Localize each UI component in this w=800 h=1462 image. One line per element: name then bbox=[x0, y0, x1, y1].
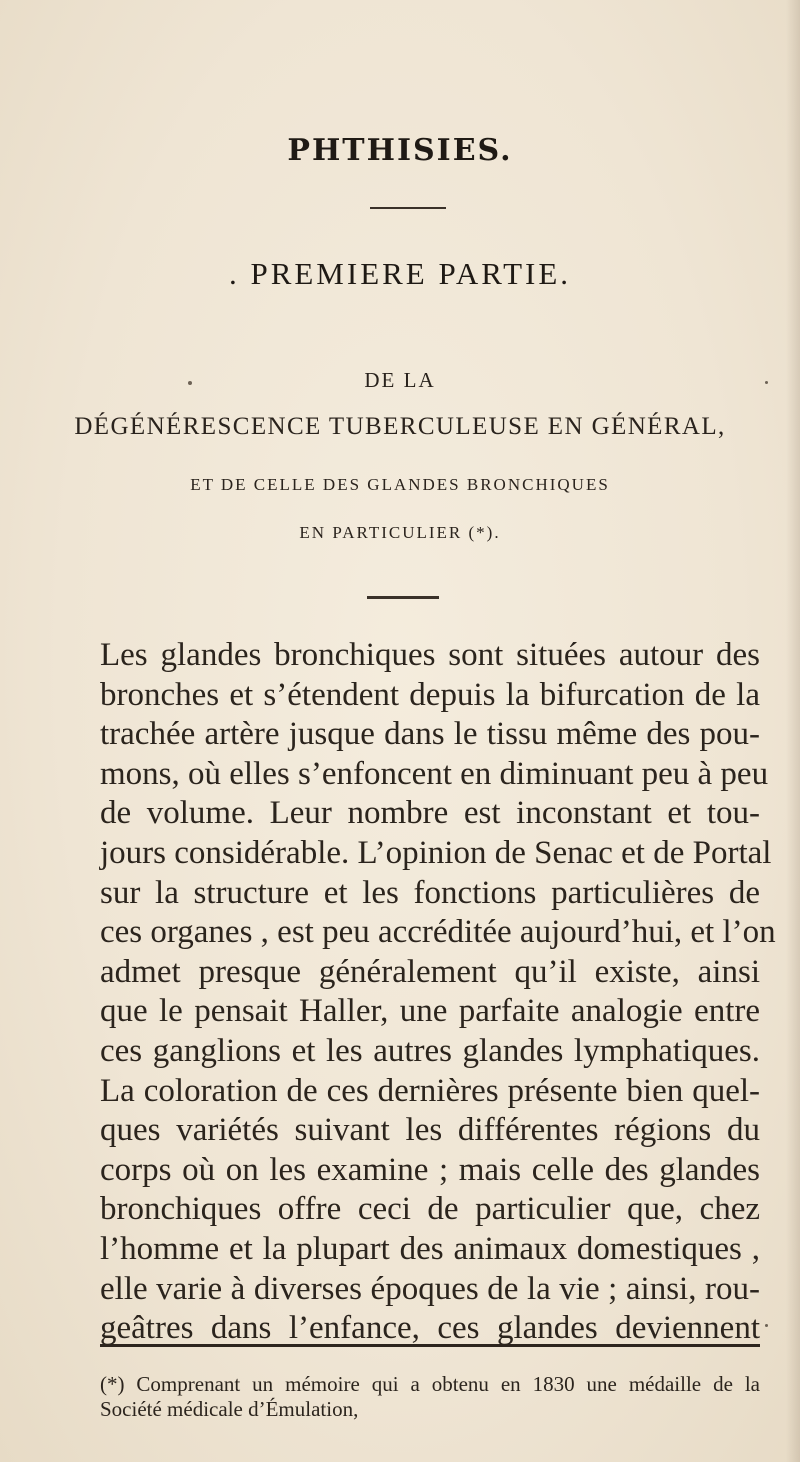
body-line: de volume. Leur nombre est inconstant et tou- bbox=[100, 795, 760, 832]
body-line: l’homme et la plupart des animaux domestiques , bbox=[100, 1230, 760, 1267]
body-line: trachée artère jusque dans le tissu même des pou- bbox=[100, 716, 760, 753]
body-line: sur la structure et les fonctions particulières de bbox=[100, 874, 760, 911]
part-title: . PREMIERE PARTIE. bbox=[228, 256, 572, 291]
ornamental-rule-top bbox=[370, 207, 446, 209]
body-line: bronches et s’étendent depuis la bifurcation de la bbox=[100, 676, 760, 713]
body-line: ces organes , est peu accréditée aujourd’hui, et l’on bbox=[100, 914, 776, 951]
chapter-subtitle-line-2: EN PARTICULIER (*). bbox=[299, 523, 501, 542]
body-paragraph bbox=[100, 636, 776, 1349]
body-line: que le pensait Haller, une parfaite analogie entre bbox=[100, 993, 760, 1030]
body-line: ces ganglions et les autres glandes lymphatiques. bbox=[100, 1032, 760, 1069]
body-line: jours considérable. L’opinion de Senac et de Portal bbox=[100, 834, 772, 871]
footnote-separator bbox=[100, 1344, 760, 1347]
paper-speck bbox=[765, 381, 768, 384]
body-line: corps où on les examine ; mais celle des glandes bbox=[100, 1151, 760, 1188]
body-line: admet presque généralement qu’il existe, ainsi bbox=[100, 953, 760, 990]
body-line: ques variétés suivant les différentes régions du bbox=[100, 1112, 760, 1149]
chapter-title: DÉGÉNÉRESCENCE TUBERCULEUSE EN GÉNÉRAL, bbox=[74, 413, 726, 440]
running-head: PHTHISIES. bbox=[287, 133, 513, 168]
body-line: bronchiques offre ceci de particulier que, chez bbox=[100, 1191, 760, 1228]
footnote bbox=[100, 1372, 760, 1422]
footnote-line-2: Société médicale d’Émulation, bbox=[100, 1397, 359, 1421]
heading-de-la: DE LA bbox=[364, 368, 436, 392]
body-line: elle varie à diverses époques de la vie ; ainsi, rou- bbox=[100, 1270, 760, 1307]
footnote-line-1: (*) Comprenant un mémoire qui a obtenu en 1830 une médaille de la bbox=[100, 1372, 760, 1396]
ornamental-rule-bottom bbox=[367, 596, 439, 599]
body-line: mons, où elles s’enfoncent en diminuant peu à peu bbox=[100, 755, 769, 792]
paper-speck bbox=[765, 1324, 768, 1327]
page-edge-shadow bbox=[786, 0, 800, 1462]
chapter-subtitle-line-1: ET DE CELLE DES GLANDES BRONCHIQUES bbox=[190, 475, 610, 494]
body-line: La coloration de ces dernières présente bien quel- bbox=[100, 1072, 760, 1109]
paper-speck bbox=[188, 381, 192, 385]
body-line: geâtres dans l’enfance, ces glandes deviennent bbox=[100, 1310, 760, 1347]
body-line: Les glandes bronchiques sont situées autour des bbox=[100, 637, 760, 673]
